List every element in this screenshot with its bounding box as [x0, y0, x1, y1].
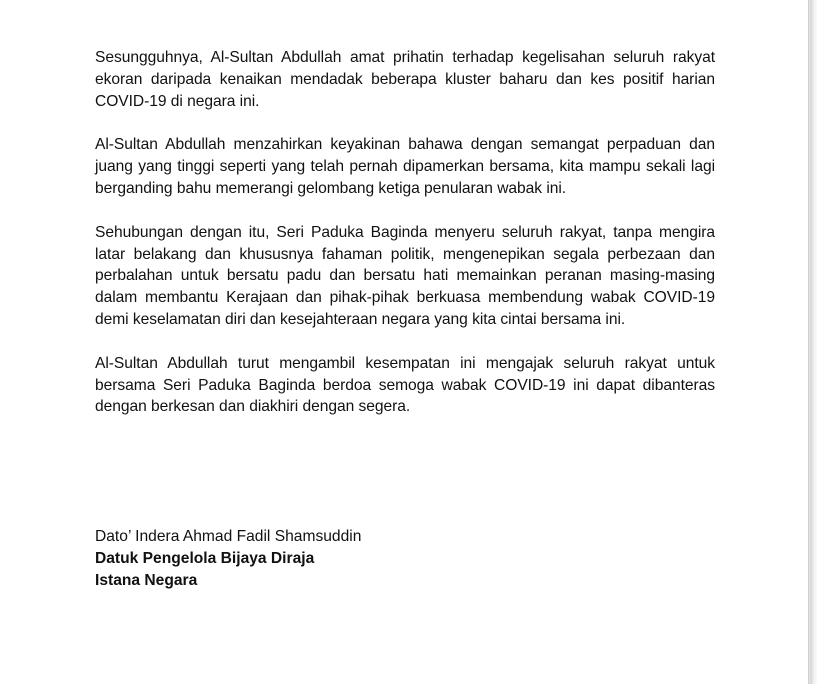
signatory-name: Dato’ Indera Ahmad Fadil Shamsuddin [95, 528, 362, 545]
letter-body [95, 47, 715, 440]
paragraph-4: Al-Sultan Abdullah turut mengambil kesempatan ini mengajak seluruh rakyat untuk bersama Seri Paduka Baginda berdoa semoga wabak COVID-19 ini dapat dibanteras dengan berkesan dan diakhiri dengan segera. [95, 354, 715, 416]
signature-block [95, 526, 361, 591]
paragraph-1: Sesungguhnya, Al-Sultan Abdullah amat prihatin terhadap kegelisahan seluruh rakyat ekoran daripada kenaikan mendadak beberapa kluster baharu dan kes positif harian COVID-19 di negara ini. [95, 49, 715, 110]
page-edge-shadow [809, 0, 817, 684]
signatory-office: Istana Negara [95, 571, 198, 589]
paragraph-2: Al-Sultan Abdullah menzahirkan keyakinan bahawa dengan semangat perpaduan dan juang yang tinggi seperti yang telah pernah dipamerkan bersama, kita mampu sekali lagi berganding bahu memerangi gelombang ketiga penularan wabak ini. [95, 136, 715, 197]
paragraph-3: Sehubungan dengan itu, Seri Paduka Baginda menyeru seluruh rakyat, tanpa mengira latar belakang dan khususnya fahaman politik, mengenepikan segala perbezaan dan perbalahan untuk bersatu padu dan bersatu hati memainkan peranan masing-masing dalam membantu Kerajaan dan pihak-pihak berkuasa membendung wabak COVID-19 demi keselamatan diri dan kesejahteraan negara yang kita cintai bersama ini. [95, 223, 715, 328]
signatory-title: Datuk Pengelola Bijaya Diraja [95, 549, 315, 567]
